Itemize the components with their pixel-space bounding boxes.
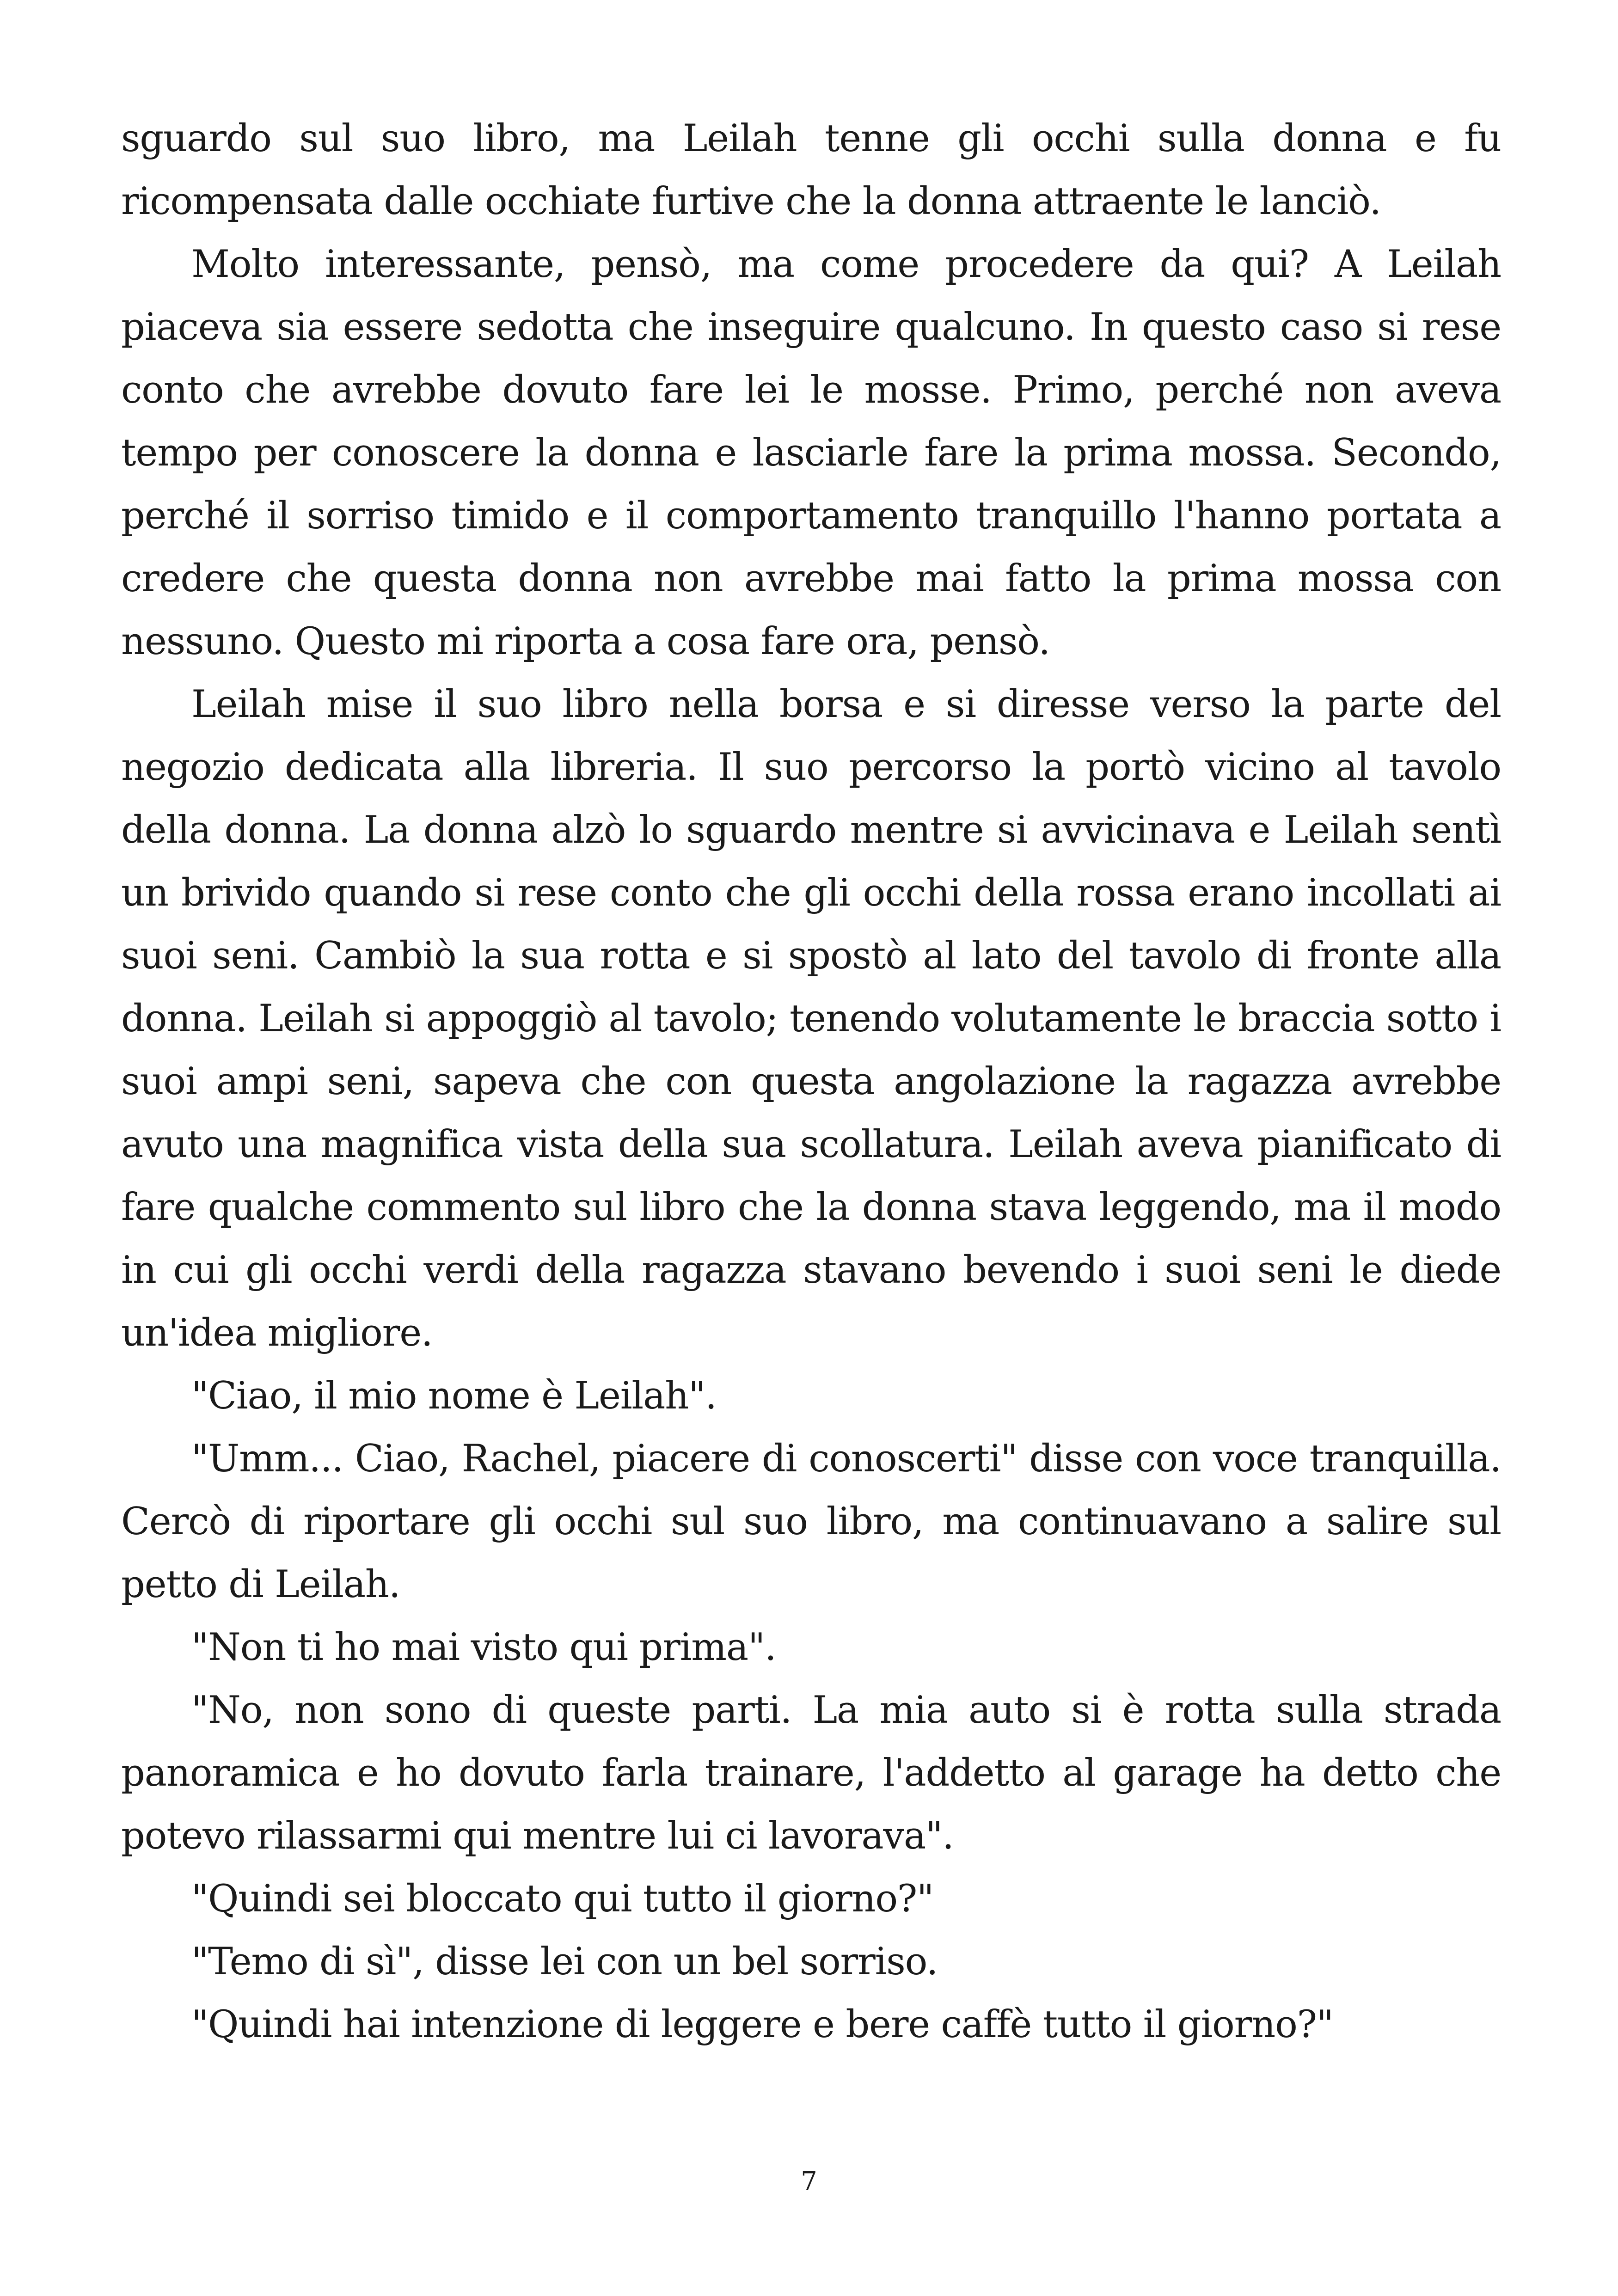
paragraph: sguardo sul suo libro, ma Leilah tenne gli occhi sulla donna e fu ricompensata dalle occhiate furtive che la donna attraente le lanciò. bbox=[121, 117, 1501, 223]
dialogue-line: "Quindi sei bloccato qui tutto il giorno?" bbox=[191, 1877, 934, 1921]
body-text bbox=[121, 107, 1501, 2056]
dialogue-line: "Umm... Ciao, Rachel, piacere di conoscerti" disse con voce tranquilla. Cercò di riportare gli occhi sul suo libro, ma continuavano a salire sul petto di Leilah. bbox=[121, 1437, 1501, 1606]
dialogue-line: "Temo di sì", disse lei con un bel sorriso. bbox=[191, 1940, 938, 1984]
dialogue-line: "Non ti ho mai visto qui prima". bbox=[191, 1626, 776, 1669]
dialogue-line: "No, non sono di queste parti. La mia auto si è rotta sulla strada panoramica e ho dovuto farla trainare, l'addetto al garage ha detto che potevo rilassarmi qui mentre lui ci lavorava". bbox=[121, 1689, 1501, 1858]
page-number: 7 bbox=[801, 2167, 817, 2197]
dialogue-line: "Quindi hai intenzione di leggere e bere caffè tutto il giorno?" bbox=[191, 2003, 1333, 2046]
dialogue-line: "Ciao, il mio nome è Leilah". bbox=[191, 1374, 717, 1418]
paragraph: Leilah mise il suo libro nella borsa e si diresse verso la parte del negozio dedicata alla libreria. Il suo percorso la portò vicino al tavolo della donna. La donna alzò lo sguardo mentre si avvicinava e Leilah sentì un brivido quando si rese conto che gli occhi della rossa erano incollati ai suoi seni. Cambiò la sua rotta e si spostò al lato del tavolo di fronte alla donna. Leilah si appoggiò al tavolo; tenendo volutamente le braccia sotto i suoi ampi seni, sapeva che con questa angolazione la ragazza avrebbe avuto una magnifica vista della sua scollatura. Leilah aveva pianificato di fare qualche commento sul libro che la donna stava leggendo, ma il modo in cui gli occhi verdi della ragazza stavano bevendo i suoi seni le diede un'idea migliore. bbox=[121, 683, 1501, 1355]
paragraph: Molto interessante, pensò, ma come procedere da qui? A Leilah piaceva sia essere sedotta che inseguire qualcuno. In questo caso si rese conto che avrebbe dovuto fare lei le mosse. Primo, perché non aveva tempo per conoscere la donna e lasciarle fare la prima mossa. Secondo, perché il sorriso timido e il comportamento tranquillo l'hanno portata a credere che questa donna non avrebbe mai fatto la prima mossa con nessuno. Questo mi riporta a cosa fare ora, pensò. bbox=[121, 243, 1501, 663]
